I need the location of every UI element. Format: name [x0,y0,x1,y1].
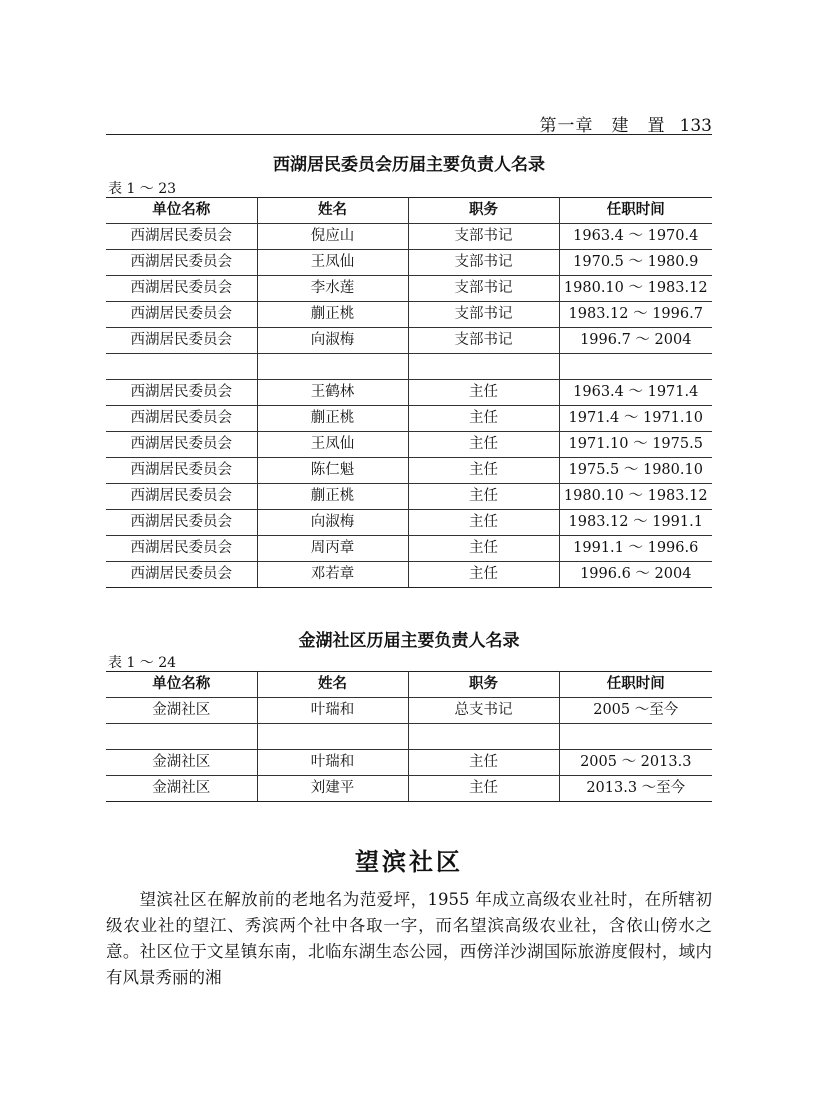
column-header: 任职时间 [559,672,712,698]
table-row [106,354,712,380]
table-1 [106,197,712,588]
table-cell: 西湖居民委员会 [106,510,257,536]
table-cell: 1980.10 ～ 1983.12 [559,484,712,510]
table-cell: 2013.3 ～至今 [559,776,712,802]
table-cell: 支部书记 [408,302,559,328]
body-text: 望滨社区在解放前的老地名为范爱坪，1955 年成立高级农业社时，在所辖初级农业社的望江、秀滨两个社中各取一字，而名望滨高级农业社，含依山傍水之意。社区位于文星镇东南，北临东湖生态公园，西傍洋沙湖国际旅游度假村，域内有风景秀丽的湘 [106,890,712,987]
table-1-title: 西湖居民委员会历届主要负责人名录 [273,155,545,175]
table-2-title: 金湖社区历届主要负责人名录 [298,631,520,651]
table-2 [106,671,712,802]
table-cell: 倪应山 [257,224,408,250]
column-header: 任职时间 [559,198,712,224]
table-cell: 蒯正桃 [257,302,408,328]
table-cell: 叶瑞和 [257,698,408,724]
table-cell: 主任 [408,458,559,484]
table-row [106,484,712,510]
table-row [106,750,712,776]
table-cell: 西湖居民委员会 [106,484,257,510]
table-cell: 蒯正桃 [257,484,408,510]
table-cell: 1983.12 ～ 1991.1 [559,510,712,536]
table-cell: 王凤仙 [257,250,408,276]
table-cell: 1963.4 ～ 1971.4 [559,380,712,406]
column-header: 姓名 [257,672,408,698]
section-title: 望滨社区 [355,848,463,876]
table-cell: 主任 [408,562,559,588]
table-cell: 支部书记 [408,276,559,302]
table-cell: 1991.1 ～ 1996.6 [559,536,712,562]
table-header-row [106,198,712,224]
table-cell: 总支书记 [408,698,559,724]
table-cell: 西湖居民委员会 [106,276,257,302]
table-row [106,562,712,588]
table-cell [257,354,408,380]
table-row [106,724,712,750]
body-paragraph [106,887,712,991]
table-row [106,224,712,250]
table-cell [257,724,408,750]
running-head [106,111,712,136]
table-row [106,380,712,406]
table-cell: 1971.4 ～ 1971.10 [559,406,712,432]
table-cell: 向淑梅 [257,328,408,354]
table-cell: 向淑梅 [257,510,408,536]
table-cell [408,354,559,380]
table-row [106,776,712,802]
table-row [106,250,712,276]
table-row [106,302,712,328]
table-cell: 西湖居民委员会 [106,406,257,432]
table-cell: 王鹤林 [257,380,408,406]
table-cell: 西湖居民委员会 [106,250,257,276]
table-row [106,432,712,458]
table-row [106,536,712,562]
table-cell: 1970.5 ～ 1980.9 [559,250,712,276]
table-row [106,458,712,484]
table-cell: 西湖居民委员会 [106,432,257,458]
table-cell: 周丙章 [257,536,408,562]
table-cell: 支部书记 [408,224,559,250]
table-cell: 主任 [408,380,559,406]
column-header: 职务 [408,198,559,224]
table-cell: 2005 ～ 2013.3 [559,750,712,776]
table-cell [408,724,559,750]
table-cell: 主任 [408,406,559,432]
table-cell: 叶瑞和 [257,750,408,776]
table-cell: 主任 [408,776,559,802]
table-row [106,406,712,432]
table-cell: 李水莲 [257,276,408,302]
table-cell: 主任 [408,484,559,510]
table-cell: 西湖居民委员会 [106,458,257,484]
table-row [106,328,712,354]
table-cell: 金湖社区 [106,698,257,724]
table-cell: 西湖居民委员会 [106,562,257,588]
table-cell: 西湖居民委员会 [106,380,257,406]
table-cell: 1983.12 ～ 1996.7 [559,302,712,328]
table-cell: 邓若章 [257,562,408,588]
table-header-row [106,672,712,698]
column-header: 职务 [408,672,559,698]
table-cell [559,354,712,380]
table-cell: 刘建平 [257,776,408,802]
table-row [106,698,712,724]
table-cell: 主任 [408,536,559,562]
column-header: 单位名称 [106,198,257,224]
table-cell: 支部书记 [408,328,559,354]
table-cell: 1996.6 ～ 2004 [559,562,712,588]
page-number: 133 [679,116,712,136]
table-1-number: 表 1 ～ 23 [108,181,177,197]
table-cell: 2005 ～至今 [559,698,712,724]
column-header: 单位名称 [106,672,257,698]
table-cell: 主任 [408,432,559,458]
table-cell [106,354,257,380]
table-cell: 1963.4 ～ 1970.4 [559,224,712,250]
table-cell: 主任 [408,510,559,536]
table-cell: 王凤仙 [257,432,408,458]
table-cell: 西湖居民委员会 [106,328,257,354]
table-cell: 1996.7 ～ 2004 [559,328,712,354]
table-cell: 蒯正桃 [257,406,408,432]
table-row [106,276,712,302]
header-rule [106,134,712,135]
table-cell: 金湖社区 [106,776,257,802]
table-cell: 西湖居民委员会 [106,536,257,562]
table-cell: 1980.10 ～ 1983.12 [559,276,712,302]
column-header: 姓名 [257,198,408,224]
table-cell: 1975.5 ～ 1980.10 [559,458,712,484]
table-cell: 金湖社区 [106,750,257,776]
table-cell: 主任 [408,750,559,776]
table-2-number: 表 1 ～ 24 [108,655,177,671]
table-cell [106,724,257,750]
table-cell: 支部书记 [408,250,559,276]
table-cell: 西湖居民委员会 [106,302,257,328]
table-cell: 西湖居民委员会 [106,224,257,250]
chapter-title: 第一章 建 置 [539,116,666,136]
table-cell: 1971.10 ～ 1975.5 [559,432,712,458]
table-cell: 陈仁魁 [257,458,408,484]
table-row [106,510,712,536]
table-cell [559,724,712,750]
